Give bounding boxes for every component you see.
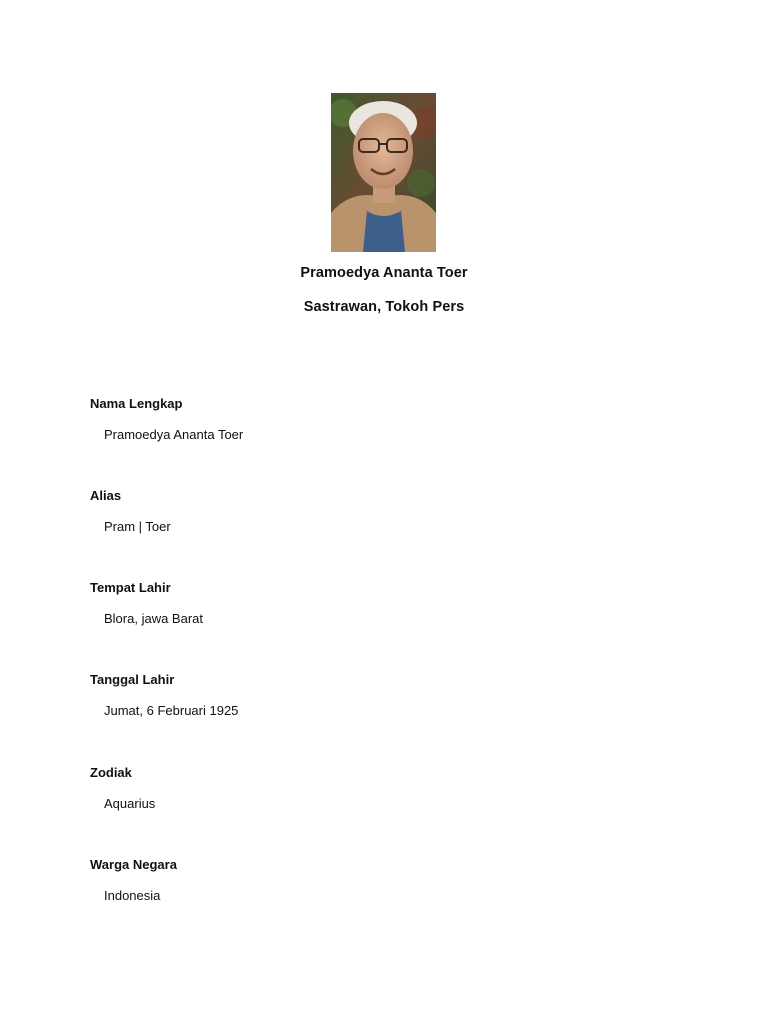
field-tanggal-lahir [90,672,690,719]
field-alias [90,488,690,535]
field-label: Tempat Lahir [90,580,171,595]
field-value: Aquarius [104,796,156,811]
profile-name: Pramoedya Ananta Toer [300,265,468,281]
field-label: Tanggal Lahir [90,672,175,687]
profile-subtitle: Sastrawan, Tokoh Pers [303,299,465,315]
field-nama-lengkap [90,396,690,443]
portrait-photo [331,93,436,252]
field-label: Warga Negara [90,857,177,872]
field-label: Nama Lengkap [90,396,183,411]
field-value: Jumat, 6 Februari 1925 [104,703,239,718]
field-label: Zodiak [90,765,132,780]
field-value: Pram | Toer [104,519,171,534]
field-value: Blora, jawa Barat [104,611,203,626]
field-value: Pramoedya Ananta Toer [104,427,244,442]
field-warga-negara [90,857,690,904]
field-zodiak [90,765,690,812]
field-label: Alias [90,488,122,503]
field-tempat-lahir [90,580,690,627]
field-value: Indonesia [104,888,161,903]
